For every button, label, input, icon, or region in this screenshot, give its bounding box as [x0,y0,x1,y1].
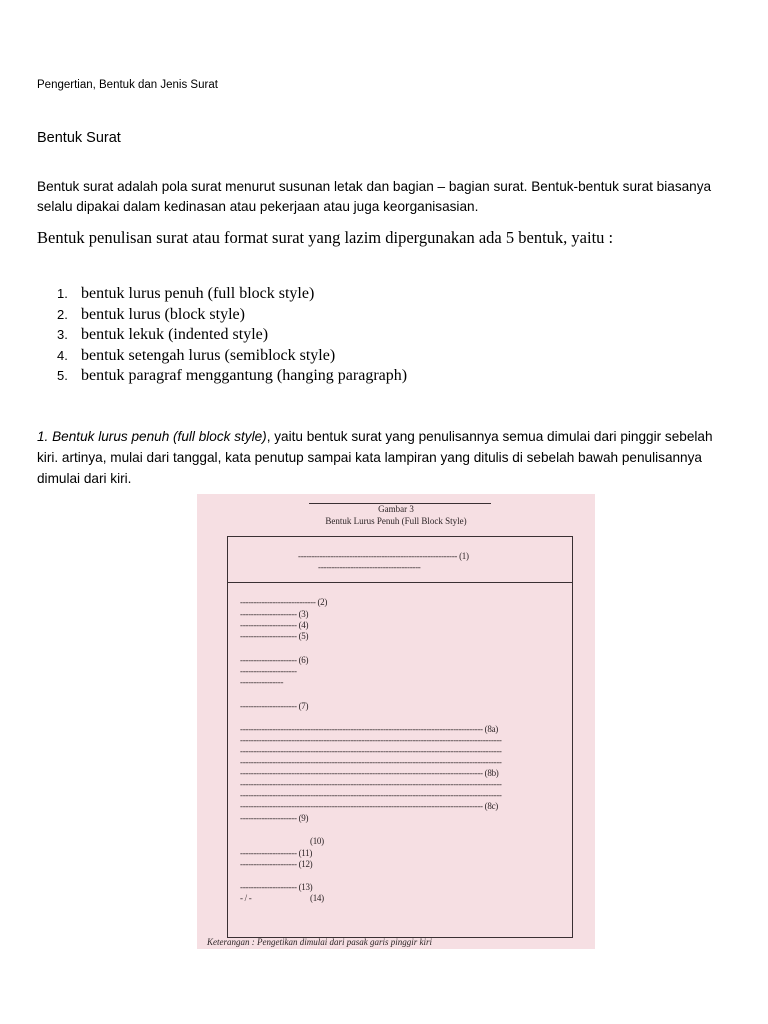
figure-full-block-style [197,494,595,949]
intro-paragraph: Bentuk surat adalah pola surat menurut susunan letak dan bagian – bagian surat. Bentuk-bentuk surat biasanya selalu dipakai dalam kedinasan atau pekerjaan atau juga keorganisasian. [37,179,712,214]
list-number: 5. [57,368,68,384]
template-line-closing: --------------------- (9) [240,813,309,823]
template-line: --------------------- [240,666,297,676]
letter-template-box [227,536,573,938]
figure-caption: Keterangan : Pengetikan dimulai dari pasak garis pinggir kiri [207,937,432,947]
template-line-body: ------------------------------------------------------------------------------------------ (8c) [240,801,498,811]
letterhead-divider [228,582,572,583]
template-line: --------------------- (12) [240,859,313,869]
list-number: 3. [57,327,68,343]
full-block-term: 1. Bentuk lurus penuh (full block style) [37,429,267,444]
figure-subtitle: Bentuk Lurus Penuh (Full Block Style) [325,516,467,526]
list-item [57,305,407,326]
template-line: --------------------- (5) [240,631,309,641]
list-number: 1. [57,286,68,301]
list-item [57,325,407,346]
document-header: Pengertian, Bentuk dan Jenis Surat [37,79,218,91]
figure-title: Gambar 3 [378,504,414,514]
template-line: --------------------- (4) [240,620,309,630]
template-line-body: ------------------------------------------------------------------------------------------------- [240,757,502,767]
letter-form-list [57,284,407,387]
template-line: --------------------- (3) [240,609,309,619]
list-item [57,366,407,387]
template-line-date: ---------------------------- (2) [240,597,328,607]
list-item [57,284,407,305]
full-block-paragraph [37,426,737,489]
template-line-address: --------------------- (6) [240,655,309,665]
template-line-body: ------------------------------------------------------------------------------------------------- [240,779,502,789]
full-block-description: , yaitu bentuk surat yang penulisannya semua dimulai dari pinggir sebelah kiri. artinya, mulai dari tanggal, kata penutup sampai kata lampiran yang ditulis di sebelah bawah penulisannya dimulai dari kiri. [37,429,713,486]
template-line-label: (14) [310,893,324,903]
letterhead-line: ----------------------------------------------------------- (1) [298,551,469,561]
template-line-body: ------------------------------------------------------------------------------------------------- [240,735,502,745]
section-title: Bentuk Surat [37,130,121,146]
format-sentence: Bentuk penulisan surat atau format surat yang lazim dipergunakan ada 5 bentuk, yaitu : [37,228,614,247]
template-line-body: ------------------------------------------------------------------------------------------------- [240,746,502,756]
template-line-body: ------------------------------------------------------------------------------------------ (8a) [240,724,498,734]
template-line-body: ------------------------------------------------------------------------------------------------- [240,790,502,800]
list-text: bentuk lurus (block style) [81,305,245,323]
list-item [57,346,407,367]
template-line-salutation: --------------------- (7) [240,701,309,711]
template-line-initials: - / - [240,893,252,903]
letterhead-line: -------------------------------------- [318,562,421,572]
list-text: bentuk paragraf menggantung (hanging paragraph) [81,367,408,385]
list-text: bentuk lurus penuh (full block style) [81,285,315,302]
list-text: bentuk setengah lurus (semiblock style) [81,346,336,364]
template-line: --------------------- (11) [240,848,313,858]
template-line: --------------------- (13) [240,882,313,892]
list-text: bentuk lekuk (indented style) [81,326,269,344]
template-line-body: ------------------------------------------------------------------------------------------ (8b) [240,768,499,778]
template-line: ---------------- [240,677,284,687]
list-number: 4. [57,347,68,363]
template-line-label: (10) [310,836,324,846]
list-number: 2. [57,306,68,322]
